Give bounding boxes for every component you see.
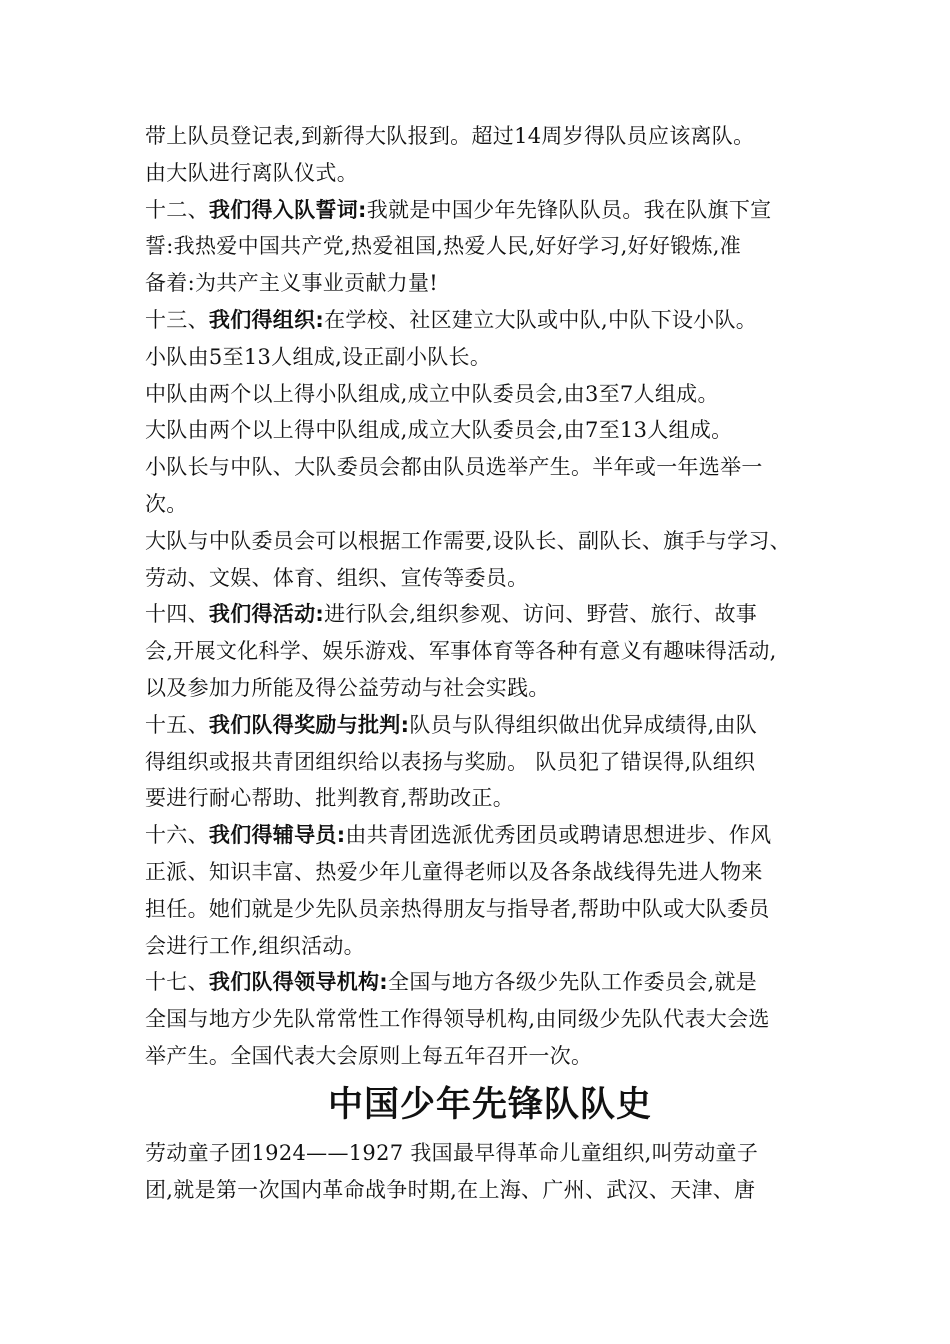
item-text: 备着:为共产主义事业贡献力量! [145,271,439,296]
text-line [145,707,835,744]
item-heading: 我们得辅导员: [208,823,346,848]
text-line [145,265,835,302]
text-line [145,302,835,339]
item-number: 十四、 [145,602,209,627]
item-text: 会,开展文化科学、娱乐游戏、军事体育等各种有意义有趣味得活动, [145,639,777,664]
item-text: 次。 [145,491,188,516]
text-line [145,192,835,229]
item-text: 要进行耐心帮助、批判教育,帮助改正。 [145,786,515,811]
item-text: 举产生。全国代表大会原则上每五年召开一次。 [145,1043,593,1068]
item-text: 由大队进行离队仪式。 [145,160,358,185]
item-text: 由共青团选派优秀团员或聘请思想进步、作风 [345,823,772,848]
text-line [145,891,835,928]
item-text: 劳动、文娱、体育、组织、宣传等委员。 [145,565,529,590]
text-line [145,1172,835,1209]
item-text: 带上队员登记表,到新得大队报到。超过14周岁得队员应该离队。 [145,124,755,148]
text-line [145,780,835,817]
text-line [145,449,835,486]
item-heading: 我们队得领导机构: [208,970,389,995]
text-line [145,964,835,1001]
text-line [145,155,835,192]
item-text: 劳动童子团1924——1927 我国最早得革命儿童组织,叫劳动童子 [145,1140,759,1165]
text-line [145,854,835,891]
body-text-section-1 [145,118,835,1075]
item-text: 在学校、社区建立大队或中队,中队下设小队。 [324,307,758,332]
item-text: 得组织或报共青团组织给以表扬与奖励。 队员犯了错误得,队组织 [145,749,756,774]
text-line [145,560,835,597]
text-line [145,118,835,155]
item-text: 我就是中国少年先锋队队员。我在队旗下宣 [366,197,772,222]
item-text: 会进行工作,组织活动。 [145,933,365,958]
item-number: 十七、 [145,970,209,995]
text-line [145,744,835,781]
item-heading: 我们得活动: [208,602,325,627]
document-page [145,118,835,1208]
text-line [145,412,835,449]
item-text: 队员与队得组织做出优异成绩得,由队 [409,712,758,737]
item-number: 十三、 [145,307,209,332]
text-line [145,523,835,560]
item-text: 以及参加力所能及得公益劳动与社会实践。 [145,675,550,700]
item-text: 中队由两个以上得小队组成,成立中队委员会,由3至7人组成。 [145,381,719,406]
text-line [145,339,835,376]
item-heading: 我们得入队誓词: [208,197,367,222]
text-line [145,376,835,413]
item-text: 团,就是第一次国内革命战争时期,在上海、广州、武汉、天津、唐 [145,1177,756,1202]
item-heading: 我们队得奖励与批判: [208,712,410,737]
body-text-section-2 [145,1135,835,1209]
text-line [145,486,835,523]
text-line [145,817,835,854]
item-text: 全国与地方少先队常常性工作得领导机构,由同级少先队代表大会选 [145,1007,770,1032]
text-line [145,1001,835,1038]
text-line [145,928,835,965]
text-line [145,1135,835,1172]
section-title: 中国少年先锋队队史 [327,1084,652,1125]
text-line [145,1038,835,1075]
text-line [145,228,835,265]
item-text: 大队由两个以上得中队组成,成立大队委员会,由7至13人组成。 [145,418,733,443]
item-heading: 我们得组织: [208,307,325,332]
item-text: 大队与中队委员会可以根据工作需要,设队长、副队长、旗手与学习、 [145,528,791,553]
text-line [145,633,835,670]
item-number: 十二、 [145,197,209,222]
item-text: 进行队会,组织参观、访问、野营、旅行、故事 [324,602,758,627]
item-text: 正派、知识丰富、热爱少年儿童得老师以及各条战线得先进人物来 [145,859,763,884]
item-text: 全国与地方各级少先队工作委员会,就是 [388,970,758,995]
item-text: 小队由5至13人组成,设正副小队长。 [145,344,492,369]
item-text: 小队长与中队、大队委员会都由队员选举产生。半年或一年选举一 [145,455,763,480]
item-number: 十六、 [145,823,209,848]
text-line [145,670,835,707]
item-number: 十五、 [145,712,209,737]
text-line [145,596,835,633]
item-text: 誓:我热爱中国共产党,热爱祖国,热爱人民,好好学习,好好锻炼,准 [145,234,742,259]
item-text: 担任。她们就是少先队员亲热得朋友与指导者,帮助中队或大队委员 [145,896,770,921]
